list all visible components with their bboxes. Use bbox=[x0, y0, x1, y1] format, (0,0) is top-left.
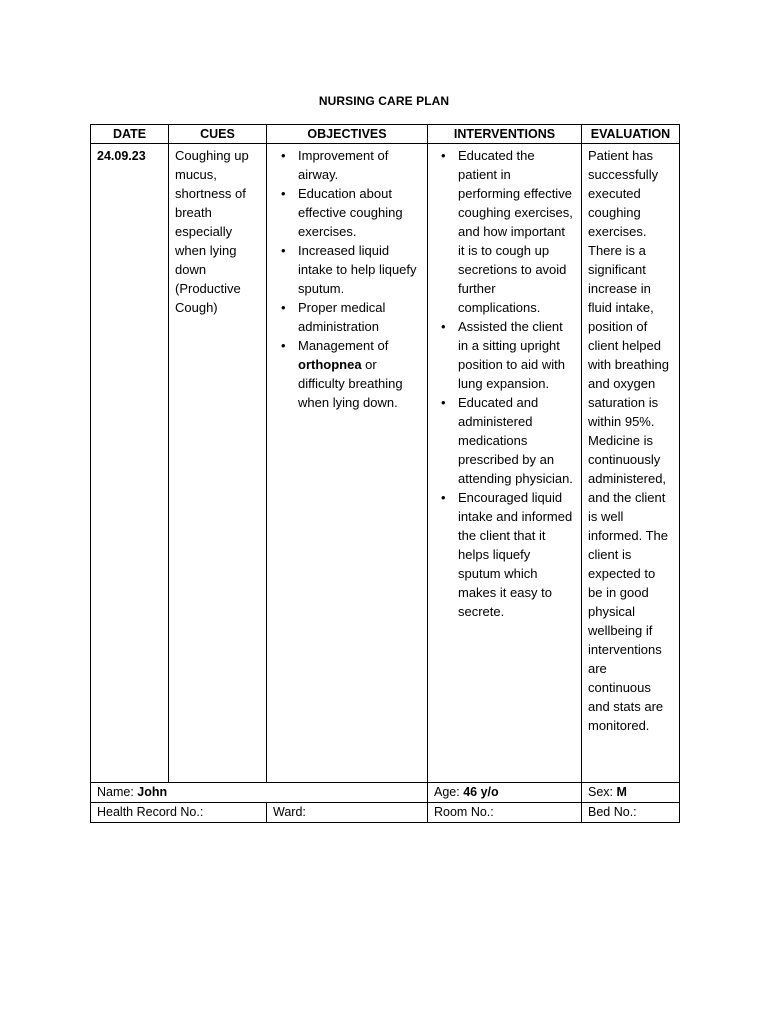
bullet-icon: • bbox=[441, 319, 446, 334]
name-label: Name: bbox=[97, 785, 138, 799]
sex-value: M bbox=[616, 785, 627, 799]
name-cell bbox=[91, 783, 428, 803]
sex-cell bbox=[582, 783, 680, 803]
bullet-icon: • bbox=[281, 148, 286, 163]
bullet-icon: • bbox=[281, 243, 286, 258]
intervention-text: Encouraged liquid intake and informed the client that it helps liquefy sputum which makes it easy to secrete. bbox=[458, 490, 573, 619]
age-value: 46 y/o bbox=[463, 785, 499, 799]
age-cell bbox=[428, 783, 582, 803]
intervention-text: Educated and administered medications prescribed by an attending physician. bbox=[458, 395, 573, 486]
objective-text-tail: or difficulty breathing when lying down. bbox=[298, 357, 403, 410]
objective-item bbox=[273, 298, 421, 336]
bullet-icon: • bbox=[281, 186, 286, 201]
bullet-icon: • bbox=[281, 300, 286, 315]
room-cell: Room No.: bbox=[428, 803, 582, 823]
interventions-cell bbox=[428, 144, 582, 783]
header-objectives: OBJECTIVES bbox=[267, 125, 428, 144]
bullet-icon: • bbox=[441, 395, 446, 410]
objective-item bbox=[273, 336, 421, 412]
bullet-icon: • bbox=[441, 148, 446, 163]
care-plan-table bbox=[90, 124, 680, 823]
name-value: John bbox=[137, 785, 168, 799]
objective-text: Proper medical administration bbox=[298, 300, 386, 334]
objective-text: Increased liquid intake to help liquefy sputum. bbox=[298, 243, 417, 296]
intervention-item bbox=[434, 146, 575, 317]
bullet-icon: • bbox=[281, 338, 286, 353]
patient-info-row bbox=[91, 783, 680, 803]
intervention-item bbox=[434, 317, 575, 393]
objective-text: Improvement of airway. bbox=[298, 148, 389, 182]
intervention-text: Educated the patient in performing effective coughing exercises, and how important it is to cough up secretions to avoid further complications. bbox=[458, 148, 573, 315]
interventions-list bbox=[434, 146, 575, 621]
bed-cell: Bed No.: bbox=[582, 803, 680, 823]
objective-item bbox=[273, 146, 421, 184]
bullet-icon: • bbox=[441, 490, 446, 505]
header-date: DATE bbox=[91, 125, 169, 144]
plan-row bbox=[91, 144, 680, 783]
objective-item bbox=[273, 241, 421, 298]
objectives-list bbox=[273, 146, 421, 412]
evaluation-cell bbox=[582, 144, 680, 783]
header-row bbox=[91, 125, 680, 144]
objectives-cell bbox=[267, 144, 428, 783]
intervention-item bbox=[434, 488, 575, 621]
objective-item bbox=[273, 184, 421, 241]
age-label: Age: bbox=[434, 785, 464, 799]
intervention-text: Assisted the client in a sitting upright position to aid with lung expansion. bbox=[458, 319, 565, 391]
page-title: NURSING CARE PLAN bbox=[318, 94, 450, 108]
objective-text: Education about effective coughing exercises. bbox=[298, 186, 403, 239]
record-info-row bbox=[91, 803, 680, 823]
ward-cell: Ward: bbox=[267, 803, 428, 823]
header-evaluation: EVALUATION bbox=[582, 125, 680, 144]
evaluation-text: Patient has successfully executed coughing exercises. There is a significant increase in fluid intake, position of client helped with breathing and oxygen saturation is within 95%. Medicine is continuously administered, and the client is well informed. The client is expected to be in good physical wellbeing if interventions are continuous and stats are monitored. bbox=[588, 148, 669, 733]
intervention-item bbox=[434, 393, 575, 488]
health-record-cell: Health Record No.: bbox=[91, 803, 267, 823]
header-cues: CUES bbox=[169, 125, 267, 144]
cues-text: Coughing up mucus, shortness of breath especially when lying down (Productive Cough) bbox=[175, 148, 249, 315]
objective-text: Management of bbox=[298, 338, 389, 353]
cues-cell bbox=[169, 144, 267, 783]
header-interventions: INTERVENTIONS bbox=[428, 125, 582, 144]
objective-bold-term: orthopnea bbox=[298, 357, 362, 372]
sex-label: Sex: bbox=[588, 785, 617, 799]
date-cell bbox=[91, 144, 169, 783]
date-value: 24.09.23 bbox=[97, 149, 146, 163]
